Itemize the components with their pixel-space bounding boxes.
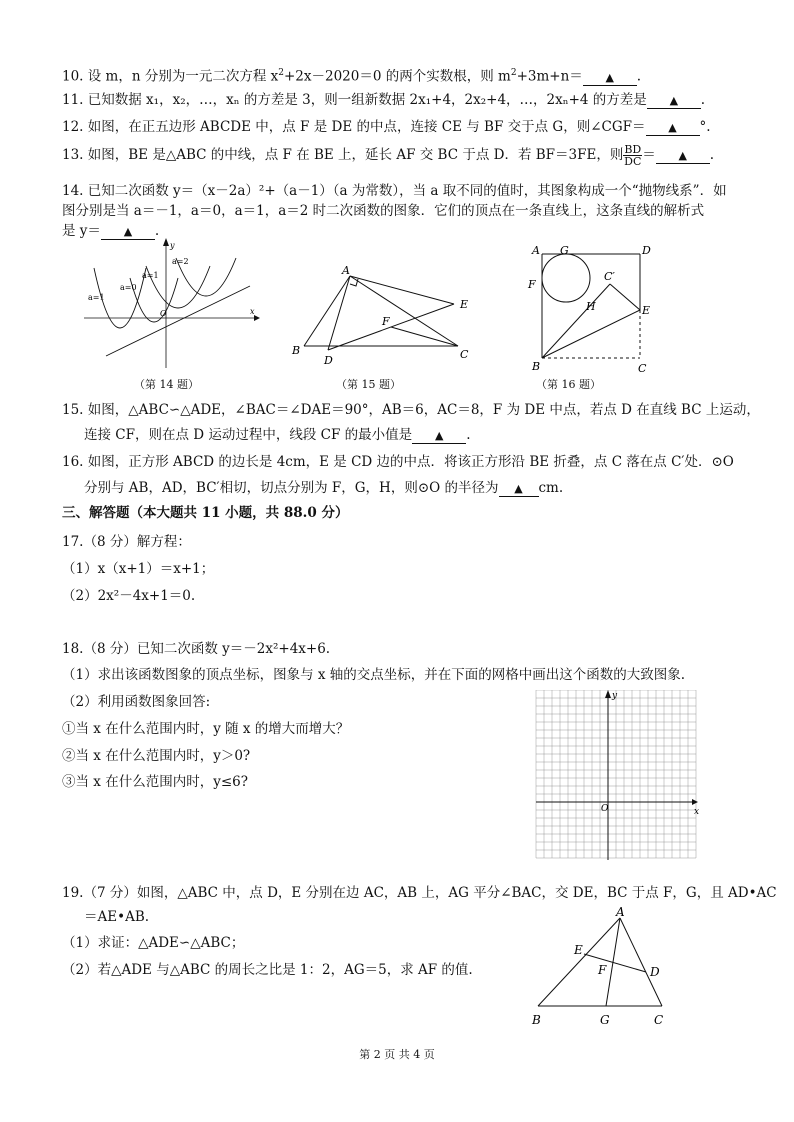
- figure-15-caption: （第 15 题）: [336, 378, 401, 391]
- label-F: F: [528, 278, 536, 291]
- question-14-line-2: 图分别是当 a＝－1，a＝0，a＝1，a＝2 时二次函数的图象．它们的顶点在一条直线上，这条直线的解析式: [62, 203, 705, 219]
- answer-blank[interactable]: ▲: [656, 148, 710, 164]
- label-a1: a=1: [142, 271, 159, 280]
- answer-blank[interactable]: ▲: [412, 428, 466, 444]
- figure-14-caption: （第 14 题）: [134, 378, 199, 391]
- answer-blank[interactable]: ▲: [646, 120, 700, 136]
- question-15-line-1: 15. 如图，△ABC∽△ADE，∠BAC＝∠DAE＝90°，AB＝6，AC＝8，F 为 DE 中点，若点 D 在直线 BC 上运动，: [62, 402, 760, 418]
- label-A: A: [532, 244, 540, 257]
- label-B: B: [532, 360, 541, 373]
- label-origin: O: [601, 804, 609, 814]
- question-15-line-2: 连接 CF，则在点 D 运动过程中，线段 CF 的最小值是 ▲ .: [84, 427, 471, 443]
- label-a2: a=2: [172, 257, 189, 266]
- label-F: F: [598, 963, 607, 977]
- question-18-title: 18.（8 分）已知二次函数 y＝－2x²+4x+6.: [62, 641, 331, 657]
- label-a0: a=0: [120, 283, 137, 292]
- page-number: 第 2 页 共 4 页: [359, 1048, 435, 1061]
- question-16-line-2: 分别与 AB，AD，BC′相切，切点分别为 F，G，H，则⊙O 的半径为 ▲ cm.: [84, 480, 564, 496]
- label-a1-left: a=1: [88, 293, 105, 302]
- label-C-prime: C′: [604, 270, 615, 283]
- answer-blank[interactable]: ▲: [647, 93, 701, 109]
- label-G: G: [560, 244, 569, 257]
- question-17-part-1: （1）x（x+1）＝x+1；: [62, 561, 215, 577]
- question-18-part-1: （1）求出该函数图象的顶点坐标，图象与 x 轴的交点坐标，并在下面的网格中画出这个函数的大致图象.: [62, 667, 686, 683]
- question-19-part-1: （1）求证：△ADE∽△ABC；: [62, 935, 245, 951]
- question-10: 10. 设 m，n 分别为一元二次方程 $x^2+2x-2020=0$ 的两个实数根，则 $m^2+3m+n=$ ▲ .: [62, 68, 642, 85]
- question-18-sub-1: ①当 x 在什么范围内时，y 随 x 的增大而增大？: [62, 721, 350, 737]
- question-19-line-1: 19.（7 分）如图，△ABC 中，点 D，E 分别在边 AC，AB 上，AG 平分∠BAC，交 DE，BC 于点 F，G，且 AD•AC: [62, 885, 777, 901]
- answer-blank[interactable]: ▲: [101, 224, 155, 240]
- answer-blank[interactable]: ▲: [583, 70, 637, 86]
- question-18-sub-2: ②当 x 在什么范围内时，y＞0?: [62, 748, 251, 764]
- label-G: G: [600, 1013, 610, 1027]
- figure-16-caption: （第 16 题）: [536, 378, 601, 391]
- label-D: D: [324, 354, 333, 367]
- label-E: E: [642, 304, 651, 317]
- question-19-line-2: ＝AE•AB.: [84, 909, 150, 925]
- label-y: y: [170, 241, 175, 250]
- question-19-part-2: （2）若△ADE 与△ABC 的周长之比是 1：2，AG＝5，求 AF 的值.: [62, 962, 473, 978]
- question-14-line-1: 14. 已知二次函数 y＝（x－2a）²+（a－1）（a 为常数），当 a 取不同的值时，其图象构成一个“抛物线系”．如: [62, 183, 727, 199]
- label-E: E: [460, 298, 469, 311]
- question-18-sub-3: ③当 x 在什么范围内时，y≤6?: [62, 774, 248, 790]
- label-origin: O: [160, 309, 167, 318]
- label-C: C: [638, 362, 647, 375]
- figure-15-triangles: [286, 262, 486, 370]
- label-C: C: [654, 1013, 664, 1027]
- label-y: y: [612, 691, 618, 701]
- label-H: H: [586, 300, 596, 313]
- question-12: 12. 如图，在正五边形 ABCDE 中，点 F 是 DE 的中点，连接 CE 与 BF 交于点 G，则∠CGF＝ ▲ °.: [62, 119, 711, 135]
- label-B: B: [292, 344, 301, 357]
- label-F: F: [382, 315, 390, 328]
- question-17-title: 17.（8 分）解方程：: [62, 534, 191, 550]
- question-18-part-2: （2）利用函数图象回答:: [62, 694, 211, 710]
- answer-blank[interactable]: ▲: [499, 481, 539, 497]
- label-D: D: [650, 965, 660, 979]
- label-A: A: [342, 264, 350, 277]
- question-11: 11. 已知数据 x₁，x₂，…，xₙ 的方差是 3，则一组新数据 2x₁+4，2x₂+4，…，2xₙ+4 的方差是 ▲ .: [62, 92, 706, 108]
- question-16-line-1: 16. 如图，正方形 ABCD 的边长是 4cm，E 是 CD 边的中点．将该正方形沿 BE 折叠，点 C 落在点 C′处．⊙O: [62, 454, 734, 470]
- label-E: E: [574, 943, 583, 957]
- figure-16-square-fold: [526, 240, 666, 378]
- question-17-part-2: （2）2x²－4x+1＝0.: [62, 588, 196, 604]
- label-x: x: [694, 807, 700, 817]
- fraction-bd-dc: $\frac{BD}{DC}$: [624, 143, 642, 168]
- question-13: 13. 如图，BE 是△ABC 的中线，点 F 在 BE 上，延长 AF 交 BC 于点 D．若 BF＝3FE，则 $\frac{BD}{DC}$ ＝ ▲ .: [62, 143, 715, 168]
- coordinate-grid[interactable]: [532, 690, 702, 862]
- vertex-line: [106, 286, 250, 356]
- label-A: A: [616, 905, 625, 919]
- label-C: C: [460, 348, 469, 361]
- figure-14-parabolas: [84, 238, 260, 372]
- label-B: B: [532, 1013, 541, 1027]
- label-D: D: [642, 244, 651, 257]
- section-3-heading: 三、解答题（本大题共 11 小题，共 88.0 分）: [62, 505, 349, 521]
- question-14-line-3: 是 y＝ ▲ .: [62, 223, 160, 239]
- figure-19-triangle: [528, 904, 678, 1030]
- label-x: x: [250, 307, 255, 316]
